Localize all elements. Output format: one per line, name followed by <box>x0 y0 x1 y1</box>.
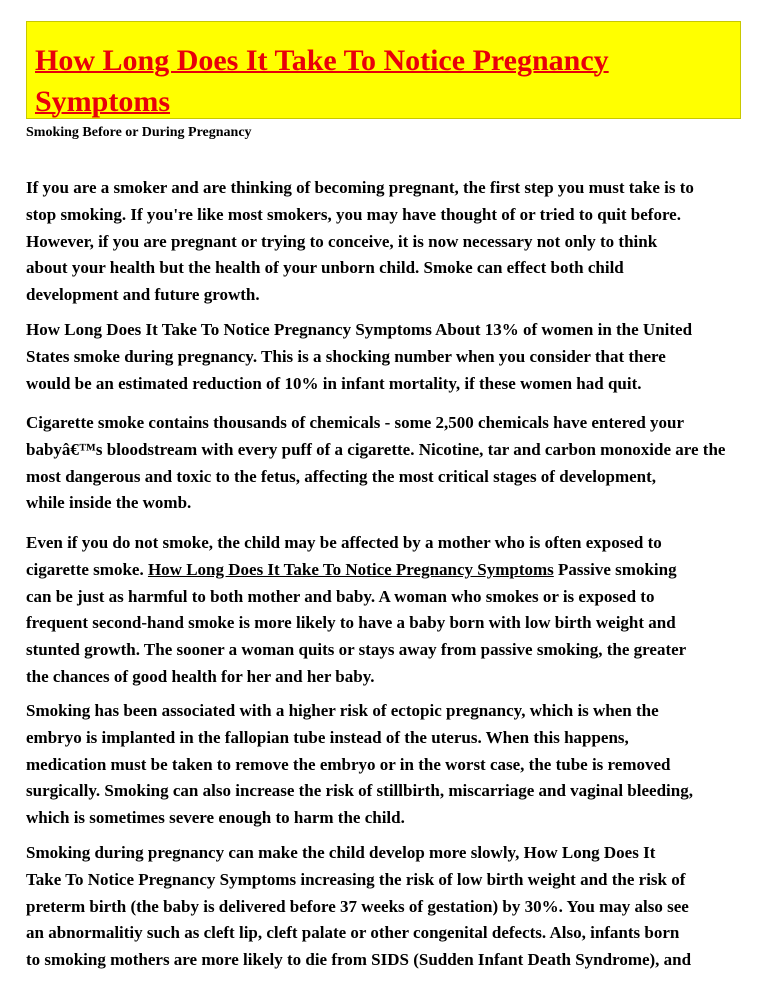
title-banner <box>26 21 741 119</box>
text-line: babyâ€™s bloodstream with every puff of a cigarette. Nicotine, tar and carbon monoxide are the <box>26 439 726 459</box>
text-line: Take To Notice Pregnancy Symptoms increasing the risk of low birth weight and the risk of <box>26 869 686 889</box>
text-line: preterm birth (the baby is delivered before 37 weeks of gestation) by 30%. You may also see <box>26 896 689 916</box>
text-line: an abnormalitiy such as cleft lip, cleft palate or other congenital defects. Also, infants born <box>26 923 680 943</box>
text-line: can be just as harmful to both mother and baby. A woman who smokes or is exposed to <box>26 586 655 606</box>
text-line: surgically. Smoking can also increase the risk of stillbirth, miscarriage and vaginal bleeding, <box>26 781 693 801</box>
text-line: stop smoking. If you're like most smokers, you may have thought of or tried to quit before. <box>26 204 681 224</box>
paragraph-6 <box>26 840 768 974</box>
text-line: most dangerous and toxic to the fetus, affecting the most critical stages of development, <box>26 466 657 486</box>
text-line: How Long Does It Take To Notice Pregnancy Symptoms About 13% of women in the United <box>26 320 693 339</box>
text-line: However, if you are pregnant or trying to conceive, it is now necessary not only to think <box>26 231 658 251</box>
paragraph-1 <box>26 175 768 309</box>
text-line: while inside the womb. <box>26 493 192 513</box>
text-line: frequent second-hand smoke is more likely to have a baby born with low birth weight and <box>26 613 676 633</box>
text-line: to smoking mothers are more likely to die from SIDS (Sudden Infant Death Syndrome), and <box>26 950 692 970</box>
text-line: stunted growth. The sooner a woman quits or stays away from passive smoking, the greater <box>26 640 687 660</box>
text-fragment: Passive smoking <box>553 559 677 579</box>
text-line: medication must be taken to remove the embryo or in the worst case, the tube is removed <box>26 754 671 774</box>
text-line: If you are a smoker and are thinking of becoming pregnant, the first step you must take is to <box>26 178 694 197</box>
text-line <box>26 557 768 584</box>
text-line: which is sometimes severe enough to harm the child. <box>26 808 405 828</box>
text-line: embryo is implanted in the fallopian tube instead of the uterus. When this happens, <box>26 727 629 747</box>
text-line: Smoking during pregnancy can make the child develop more slowly, How Long Does It <box>26 843 656 862</box>
paragraph-5 <box>26 698 768 832</box>
text-line: States smoke during pregnancy. This is a shocking number when you consider that there <box>26 346 666 366</box>
paragraph-4 <box>26 530 768 691</box>
text-line: about your health but the health of your unborn child. Smoke can effect both child <box>26 258 624 278</box>
text-line: development and future growth. <box>26 285 260 305</box>
subtitle: Smoking Before or During Pregnancy <box>26 125 252 140</box>
text-line: Even if you do not smoke, the child may be affected by a mother who is often exposed to <box>26 533 662 552</box>
article-link[interactable]: How Long Does It Take To Notice Pregnancy Symptoms <box>147 559 554 579</box>
text-fragment: cigarette smoke. <box>26 559 148 579</box>
paragraph-3 <box>26 410 768 517</box>
text-line: Smoking has been associated with a higher risk of ectopic pregnancy, which is when the <box>26 701 659 720</box>
page-title: How Long Does It Take To Notice Pregnancy Symptoms <box>35 44 609 118</box>
text-line: would be an estimated reduction of 10% in infant mortality, if these women had quit. <box>26 373 642 393</box>
paragraph-2 <box>26 317 768 397</box>
text-line: the chances of good health for her and her baby. <box>26 666 375 686</box>
text-line: Cigarette smoke contains thousands of chemicals - some 2,500 chemicals have entered your <box>26 413 685 432</box>
